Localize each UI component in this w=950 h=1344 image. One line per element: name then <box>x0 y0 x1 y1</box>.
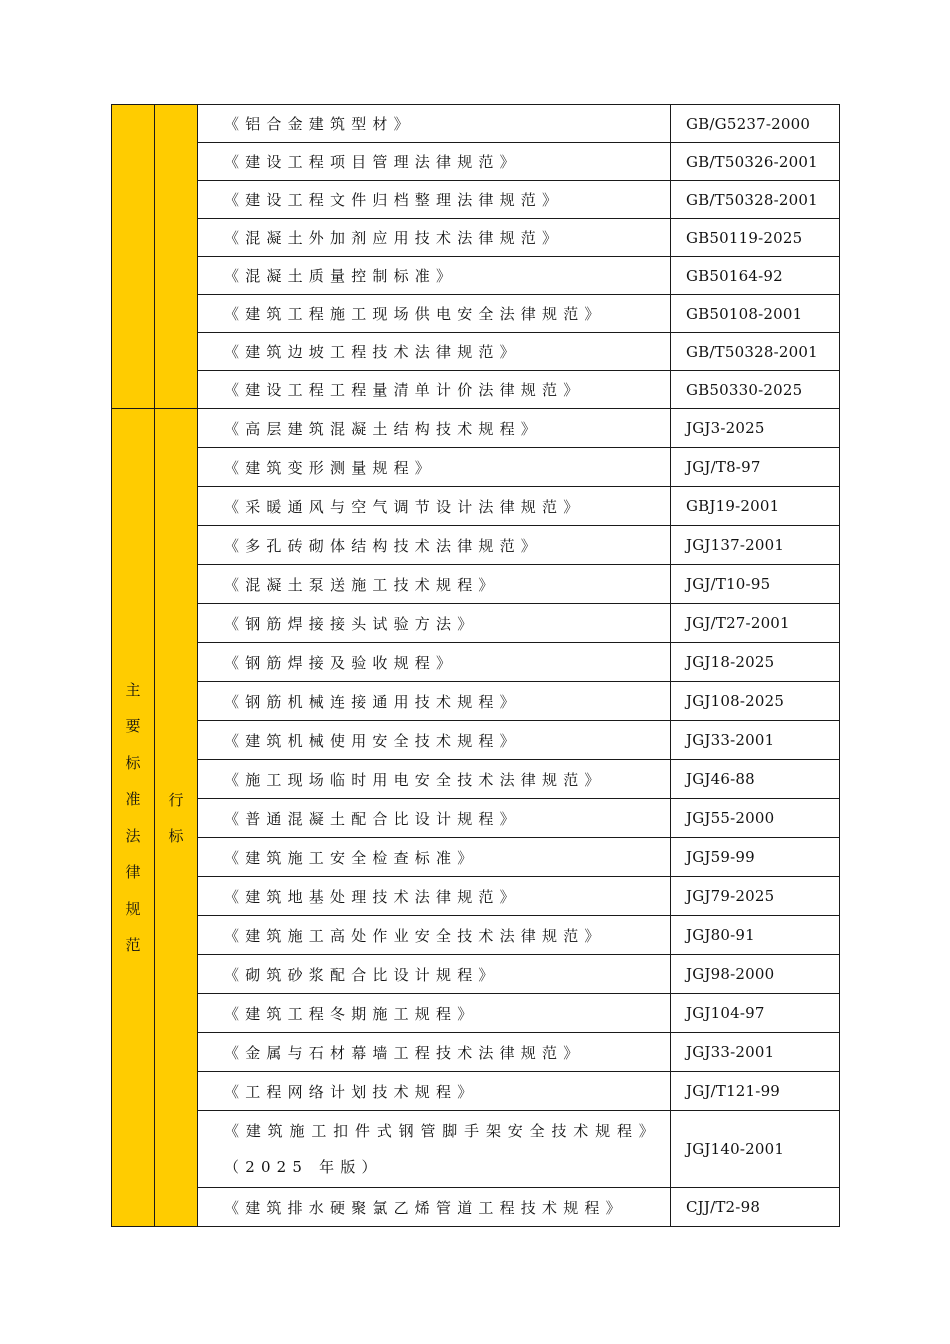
standard-code: JGJ3-2025 <box>671 409 840 448</box>
section1-category-cell <box>112 105 155 409</box>
table-row <box>112 1188 840 1227</box>
standard-name: 《高层建筑混凝土结构技术规程》 <box>198 409 671 448</box>
standard-name: 《建筑工程冬期施工规程》 <box>198 994 671 1033</box>
standard-name: 《建筑排水硬聚氯乙烯管道工程技术规程》 <box>198 1188 671 1227</box>
standard-name: 《钢筋机械连接通用技术规程》 <box>198 682 671 721</box>
table-row <box>112 877 840 916</box>
standard-code: JGJ98-2000 <box>671 955 840 994</box>
table-row <box>112 333 840 371</box>
table-row <box>112 105 840 143</box>
standard-name: 《建设工程文件归档整理法律规范》 <box>198 181 671 219</box>
table-row <box>112 838 840 877</box>
standard-code: JGJ55-2000 <box>671 799 840 838</box>
standard-code: JGJ137-2001 <box>671 526 840 565</box>
standard-name: 《混凝土质量控制标准》 <box>198 257 671 295</box>
table-row <box>112 1072 840 1111</box>
standard-name: 《建筑地基处理技术法律规范》 <box>198 877 671 916</box>
table-row <box>112 643 840 682</box>
table-row <box>112 604 840 643</box>
table-row <box>112 721 840 760</box>
standard-name: 《采暖通风与空气调节设计法律规范》 <box>198 487 671 526</box>
table-row <box>112 916 840 955</box>
standard-code: GB50164-92 <box>671 257 840 295</box>
standard-code: GB50119-2025 <box>671 219 840 257</box>
standard-code: JGJ79-2025 <box>671 877 840 916</box>
standard-code: GB/G5237-2000 <box>671 105 840 143</box>
standard-code: GBJ19-2001 <box>671 487 840 526</box>
standard-name: 《建筑机械使用安全技术规程》 <box>198 721 671 760</box>
section2-subcategory-cell <box>155 409 198 1227</box>
standard-name: 《建设工程项目管理法律规范》 <box>198 143 671 181</box>
standard-code: GB/T50328-2001 <box>671 333 840 371</box>
standard-name: 《建筑变形测量规程》 <box>198 448 671 487</box>
standard-name: 《钢筋焊接接头试验方法》 <box>198 604 671 643</box>
standard-code: JGJ/T121-99 <box>671 1072 840 1111</box>
standard-code: JGJ59-99 <box>671 838 840 877</box>
standard-code: JGJ33-2001 <box>671 721 840 760</box>
standard-name: 《砌筑砂浆配合比设计规程》 <box>198 955 671 994</box>
table-row <box>112 219 840 257</box>
standard-name: 《建筑施工高处作业安全技术法律规范》 <box>198 916 671 955</box>
standard-name: 《建设工程工程量清单计价法律规范》 <box>198 371 671 409</box>
table-row <box>112 526 840 565</box>
table-row <box>112 1111 840 1188</box>
table-row <box>112 799 840 838</box>
main-category-label: 主要标准法律规范 <box>125 680 141 954</box>
standard-code: GB50330-2025 <box>671 371 840 409</box>
table-row <box>112 994 840 1033</box>
table-row <box>112 1033 840 1072</box>
standard-name: 《建筑边坡工程技术法律规范》 <box>198 333 671 371</box>
table-row <box>112 409 840 448</box>
standard-name: 《普通混凝土配合比设计规程》 <box>198 799 671 838</box>
standard-code: JGJ33-2001 <box>671 1033 840 1072</box>
standard-code: JGJ140-2001 <box>671 1111 840 1188</box>
table-row <box>112 257 840 295</box>
sub-category-label: 行标 <box>168 790 184 845</box>
standard-name: 《工程网络计划技术规程》 <box>198 1072 671 1111</box>
table-row <box>112 487 840 526</box>
section2-category-cell <box>112 409 155 1227</box>
standard-name: 《施工现场临时用电安全技术法律规范》 <box>198 760 671 799</box>
standard-code: JGJ108-2025 <box>671 682 840 721</box>
standard-code: JGJ/T10-95 <box>671 565 840 604</box>
standard-name: 《钢筋焊接及验收规程》 <box>198 643 671 682</box>
standard-name: 《混凝土外加剂应用技术法律规范》 <box>198 219 671 257</box>
table-row <box>112 143 840 181</box>
standard-code: GB/T50328-2001 <box>671 181 840 219</box>
standard-code: JGJ18-2025 <box>671 643 840 682</box>
table-row <box>112 955 840 994</box>
table-row <box>112 371 840 409</box>
standard-name: 《混凝土泵送施工技术规程》 <box>198 565 671 604</box>
standard-code: JGJ46-88 <box>671 760 840 799</box>
standard-name: 《多孔砖砌体结构技术法律规范》 <box>198 526 671 565</box>
standard-code: JGJ104-97 <box>671 994 840 1033</box>
standards-table <box>111 104 840 1227</box>
standard-code: GB50108-2001 <box>671 295 840 333</box>
standard-name: 《建筑工程施工现场供电安全法律规范》 <box>198 295 671 333</box>
standard-code: CJJ/T2-98 <box>671 1188 840 1227</box>
standard-name: 《建筑施工安全检查标准》 <box>198 838 671 877</box>
table-row <box>112 181 840 219</box>
table-row <box>112 682 840 721</box>
standard-code: JGJ/T8-97 <box>671 448 840 487</box>
table-row <box>112 295 840 333</box>
standard-name: 《建筑施工扣件式钢管脚手架安全技术规程》（2025 年版） <box>198 1111 671 1188</box>
standard-name: 《铝合金建筑型材》 <box>198 105 671 143</box>
standard-code: JGJ/T27-2001 <box>671 604 840 643</box>
standard-name: 《金属与石材幕墙工程技术法律规范》 <box>198 1033 671 1072</box>
section1-subcategory-cell <box>155 105 198 409</box>
standard-code: GB/T50326-2001 <box>671 143 840 181</box>
table-row <box>112 448 840 487</box>
table-row <box>112 760 840 799</box>
standard-code: JGJ80-91 <box>671 916 840 955</box>
table-row <box>112 565 840 604</box>
